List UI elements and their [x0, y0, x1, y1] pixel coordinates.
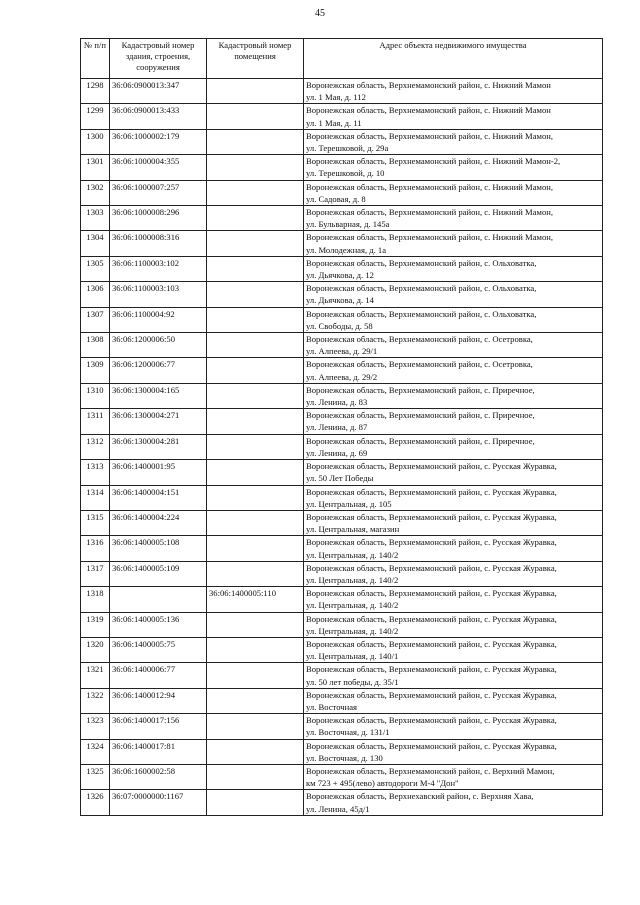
- address-line: Воронежская область, Верхнемамонский район, с. Русская Журавка,: [306, 689, 557, 700]
- property-address: [304, 155, 603, 180]
- premise-cadastral-number: [207, 129, 304, 154]
- property-address: [304, 434, 603, 459]
- row-number: 1308: [81, 333, 110, 358]
- row-number: 1314: [81, 485, 110, 510]
- premise-cadastral-number: [207, 460, 304, 485]
- row-number: 1301: [81, 155, 110, 180]
- table-row: [81, 561, 603, 586]
- building-cadastral-number: 36:06:1100003:102: [110, 256, 207, 281]
- premise-cadastral-number: [207, 358, 304, 383]
- header-premise-cadastral: Кадастровый номер помещения: [207, 39, 304, 79]
- building-cadastral-number: 36:07:0000000:1167: [110, 790, 207, 815]
- row-number: 1307: [81, 307, 110, 332]
- address-line: ул. Восточная, д. 131/1: [306, 727, 390, 738]
- address-line: Воронежская область, Верхнемамонский район, с. Русская Журавка,: [306, 537, 557, 548]
- row-number: 1321: [81, 663, 110, 688]
- table-row: [81, 256, 603, 281]
- address-line: ул. Бульварная, д. 145а: [306, 219, 390, 230]
- premise-cadastral-number: [207, 637, 304, 662]
- table-row: [81, 383, 603, 408]
- row-number: 1319: [81, 612, 110, 637]
- row-number: 1312: [81, 434, 110, 459]
- property-address: [304, 663, 603, 688]
- address-line: Воронежская область, Верхнемамонский район, с. Русская Журавка,: [306, 613, 557, 624]
- address-line: ул. 50 лет победы, д. 35/1: [306, 676, 399, 687]
- table-body: [81, 79, 603, 816]
- address-line: ул. Центральная, д. 140/2: [306, 600, 399, 611]
- address-line: Воронежская область, Верхнемамонский район, с. Верхний Мамон,: [306, 765, 555, 776]
- table-row: [81, 460, 603, 485]
- header-address: Адрес объекта недвижимого имущества: [304, 39, 603, 79]
- building-cadastral-number: 36:06:1400005:108: [110, 536, 207, 561]
- premise-cadastral-number: [207, 231, 304, 256]
- address-line: Воронежская область, Верхнемамонский район, с. Нижний Мамон: [306, 105, 551, 116]
- property-address: [304, 206, 603, 231]
- premise-cadastral-number: [207, 282, 304, 307]
- table-row: [81, 409, 603, 434]
- address-line: ул. Центральная, д. 140/1: [306, 651, 399, 662]
- property-address: [304, 764, 603, 789]
- row-number: 1310: [81, 383, 110, 408]
- row-number: 1320: [81, 637, 110, 662]
- row-number: 1304: [81, 231, 110, 256]
- premise-cadastral-number: [207, 307, 304, 332]
- premise-cadastral-number: [207, 485, 304, 510]
- property-address: [304, 180, 603, 205]
- building-cadastral-number: 36:06:0900013:433: [110, 104, 207, 129]
- address-line: ул. Молодежная, д. 1а: [306, 244, 387, 255]
- address-line: Воронежская область, Верхнемамонский район, с. Русская Журавка,: [306, 562, 557, 573]
- property-address: [304, 790, 603, 815]
- address-line: Воронежская область, Верхнемамонский район, с. Русская Журавка,: [306, 486, 557, 497]
- premise-cadastral-number: [207, 663, 304, 688]
- row-number: 1316: [81, 536, 110, 561]
- premise-cadastral-number: [207, 206, 304, 231]
- address-line: ул. Центральная, д. 105: [306, 498, 392, 509]
- property-address: [304, 714, 603, 739]
- table-row: [81, 510, 603, 535]
- premise-cadastral-number: [207, 155, 304, 180]
- table-row: [81, 434, 603, 459]
- property-address: [304, 409, 603, 434]
- premise-cadastral-number: [207, 79, 304, 104]
- building-cadastral-number: 36:06:1400001:95: [110, 460, 207, 485]
- building-cadastral-number: 36:06:1400005:136: [110, 612, 207, 637]
- table-row: [81, 180, 603, 205]
- table-row: [81, 231, 603, 256]
- row-number: 1322: [81, 688, 110, 713]
- address-line: ул. Свободы, д. 58: [306, 320, 373, 331]
- row-number: 1309: [81, 358, 110, 383]
- property-address: [304, 587, 603, 612]
- address-line: ул. 1 Мая, д. 11: [306, 117, 362, 128]
- address-line: Воронежская область, Верхнемамонский район, с. Нижний Мамон,: [306, 207, 553, 218]
- premise-cadastral-number: [207, 561, 304, 586]
- premise-cadastral-number: [207, 180, 304, 205]
- building-cadastral-number: 36:06:1400005:109: [110, 561, 207, 586]
- building-cadastral-number: 36:06:1000008:296: [110, 206, 207, 231]
- premise-cadastral-number: [207, 714, 304, 739]
- row-number: 1298: [81, 79, 110, 104]
- table-row: [81, 129, 603, 154]
- premise-cadastral-number: [207, 333, 304, 358]
- address-line: Воронежская область, Верхнемамонский район, с. Русская Журавка,: [306, 740, 557, 751]
- property-address: [304, 231, 603, 256]
- row-number: 1315: [81, 510, 110, 535]
- table-row: [81, 688, 603, 713]
- table-row: [81, 104, 603, 129]
- building-cadastral-number: 36:06:1300004:281: [110, 434, 207, 459]
- address-line: ул. Восточная: [306, 701, 357, 712]
- table-row: [81, 333, 603, 358]
- premise-cadastral-number: [207, 764, 304, 789]
- premise-cadastral-number: [207, 104, 304, 129]
- page-number: 45: [315, 8, 325, 19]
- address-line: Воронежская область, Верхнемамонский район, с. Русская Журавка,: [306, 588, 557, 599]
- premise-cadastral-number: [207, 383, 304, 408]
- address-line: ул. Восточная, д. 130: [306, 752, 383, 763]
- address-line: Воронежская область, Верхнемамонский район, с. Нижний Мамон,: [306, 181, 553, 192]
- address-line: Воронежская область, Верхнемамонский район, с. Русская Журавка,: [306, 715, 557, 726]
- property-address: [304, 460, 603, 485]
- building-cadastral-number: 36:06:1400005:75: [110, 637, 207, 662]
- building-cadastral-number: 36:06:1400004:224: [110, 510, 207, 535]
- building-cadastral-number: 36:06:1400017:81: [110, 739, 207, 764]
- registry-table: [80, 38, 603, 816]
- building-cadastral-number: 36:06:0900013:347: [110, 79, 207, 104]
- address-line: Воронежская область, Верхнемамонский район, с. Ольховатка,: [306, 283, 537, 294]
- building-cadastral-number: 36:06:1400017:156: [110, 714, 207, 739]
- table-row: [81, 637, 603, 662]
- building-cadastral-number: 36:06:1400012:94: [110, 688, 207, 713]
- row-number: 1302: [81, 180, 110, 205]
- table-row: [81, 764, 603, 789]
- row-number: 1306: [81, 282, 110, 307]
- table-row: [81, 358, 603, 383]
- property-address: [304, 688, 603, 713]
- row-number: 1299: [81, 104, 110, 129]
- row-number: 1324: [81, 739, 110, 764]
- property-address: [304, 739, 603, 764]
- table-row: [81, 739, 603, 764]
- building-cadastral-number: 36:06:1000004:355: [110, 155, 207, 180]
- row-number: 1325: [81, 764, 110, 789]
- table-row: [81, 790, 603, 815]
- premise-cadastral-number: [207, 688, 304, 713]
- premise-cadastral-number: [207, 434, 304, 459]
- address-line: Воронежская область, Верхнемамонский район, с. Приречное,: [306, 410, 535, 421]
- address-line: Воронежская область, Верхнемамонский район, с. Русская Журавка,: [306, 511, 557, 522]
- address-line: Воронежская область, Верхнемамонский район, с. Ольховатка,: [306, 257, 537, 268]
- address-line: ул. 50 Лет Победы: [306, 473, 374, 484]
- header-building-cadastral: Кадастровый номер здания, строения, сооружения: [110, 39, 207, 79]
- address-line: ул. Дьячкова, д. 14: [306, 295, 374, 306]
- property-address: [304, 536, 603, 561]
- table-row: [81, 307, 603, 332]
- address-line: Воронежская область, Верхнемамонский район, с. Приречное,: [306, 435, 535, 446]
- address-line: ул. Центральная, магазин: [306, 524, 400, 535]
- property-address: [304, 510, 603, 535]
- address-line: ул. Ленина, д. 87: [306, 422, 368, 433]
- row-number: 1300: [81, 129, 110, 154]
- building-cadastral-number: 36:06:1000002:179: [110, 129, 207, 154]
- building-cadastral-number: 36:06:1400004:151: [110, 485, 207, 510]
- address-line: Воронежская область, Верхнемамонский район, с. Русская Журавка,: [306, 664, 557, 675]
- table-row: [81, 612, 603, 637]
- table-row: [81, 587, 603, 612]
- header-num: № п/п: [81, 39, 110, 79]
- building-cadastral-number: 36:06:1100004:92: [110, 307, 207, 332]
- building-cadastral-number: [110, 587, 207, 612]
- table-row: [81, 155, 603, 180]
- building-cadastral-number: 36:06:1600002:58: [110, 764, 207, 789]
- property-address: [304, 104, 603, 129]
- address-line: Воронежская область, Верхнемамонский район, с. Нижний Мамон-2,: [306, 156, 561, 167]
- property-address: [304, 129, 603, 154]
- property-address: [304, 358, 603, 383]
- address-line: ул. Центральная, д. 140/2: [306, 625, 399, 636]
- table-row: [81, 282, 603, 307]
- premise-cadastral-number: 36:06:1400005:110: [207, 587, 304, 612]
- address-line: ул. Ленина, д. 83: [306, 397, 368, 408]
- property-address: [304, 307, 603, 332]
- address-line: ул. Алпеева, д. 29/2: [306, 371, 378, 382]
- property-address: [304, 637, 603, 662]
- address-line: ул. Алпеева, д. 29/1: [306, 346, 378, 357]
- premise-cadastral-number: [207, 739, 304, 764]
- address-line: ул. Терешковой, д. 29а: [306, 143, 389, 154]
- table-row: [81, 663, 603, 688]
- premise-cadastral-number: [207, 536, 304, 561]
- table-row: [81, 206, 603, 231]
- property-address: [304, 612, 603, 637]
- row-number: 1305: [81, 256, 110, 281]
- address-line: ул. Ленина, д. 69: [306, 447, 368, 458]
- property-address: [304, 383, 603, 408]
- premise-cadastral-number: [207, 510, 304, 535]
- row-number: 1311: [81, 409, 110, 434]
- table-row: [81, 79, 603, 104]
- table-header: [81, 39, 603, 79]
- building-cadastral-number: 36:06:1200006:50: [110, 333, 207, 358]
- building-cadastral-number: 36:06:1300004:271: [110, 409, 207, 434]
- premise-cadastral-number: [207, 790, 304, 815]
- address-line: Воронежская область, Верхнемамонский район, с. Осетровка,: [306, 334, 533, 345]
- address-line: Воронежская область, Верхнемамонский район, с. Нижний Мамон,: [306, 232, 553, 243]
- table-row: [81, 536, 603, 561]
- table-row: [81, 714, 603, 739]
- table-row: [81, 485, 603, 510]
- row-number: 1326: [81, 790, 110, 815]
- address-line: ул. Центральная, д. 140/2: [306, 574, 399, 585]
- address-line: Воронежская область, Верхнехавский район, с. Верхняя Хава,: [306, 791, 534, 802]
- property-address: [304, 79, 603, 104]
- address-line: км 723 + 495(лево) автодороги М-4 "Дон": [306, 778, 459, 789]
- address-line: Воронежская область, Верхнемамонский район, с. Осетровка,: [306, 359, 533, 370]
- address-line: Воронежская область, Верхнемамонский район, с. Нижний Мамон: [306, 80, 551, 90]
- premise-cadastral-number: [207, 409, 304, 434]
- building-cadastral-number: 36:06:1200006:77: [110, 358, 207, 383]
- address-line: Воронежская область, Верхнемамонский район, с. Русская Журавка,: [306, 461, 557, 472]
- row-number: 1318: [81, 587, 110, 612]
- property-address: [304, 485, 603, 510]
- address-line: Воронежская область, Верхнемамонский район, с. Русская Журавка,: [306, 638, 557, 649]
- row-number: 1317: [81, 561, 110, 586]
- row-number: 1323: [81, 714, 110, 739]
- building-cadastral-number: 36:06:1000008:316: [110, 231, 207, 256]
- row-number: 1313: [81, 460, 110, 485]
- property-address: [304, 333, 603, 358]
- building-cadastral-number: 36:06:1100003:103: [110, 282, 207, 307]
- address-line: Воронежская область, Верхнемамонский район, с. Ольховатка,: [306, 308, 537, 319]
- property-address: [304, 282, 603, 307]
- address-line: ул. Дьячкова, д. 12: [306, 270, 374, 281]
- building-cadastral-number: 36:06:1400006:77: [110, 663, 207, 688]
- premise-cadastral-number: [207, 612, 304, 637]
- address-line: ул. Центральная, д. 140/2: [306, 549, 399, 560]
- building-cadastral-number: 36:06:1300004:165: [110, 383, 207, 408]
- property-address: [304, 561, 603, 586]
- address-line: Воронежская область, Верхнемамонский район, с. Приречное,: [306, 384, 535, 395]
- premise-cadastral-number: [207, 256, 304, 281]
- property-address: [304, 256, 603, 281]
- address-line: ул. Садовая, д. 8: [306, 193, 366, 204]
- address-line: Воронежская область, Верхнемамонский район, с. Нижний Мамон,: [306, 130, 553, 141]
- row-number: 1303: [81, 206, 110, 231]
- address-line: ул. 1 Мая, д. 112: [306, 92, 366, 103]
- building-cadastral-number: 36:06:1000007:257: [110, 180, 207, 205]
- address-line: ул. Терешковой, д. 10: [306, 168, 385, 179]
- address-line: ул. Ленина, 45д/1: [306, 803, 370, 814]
